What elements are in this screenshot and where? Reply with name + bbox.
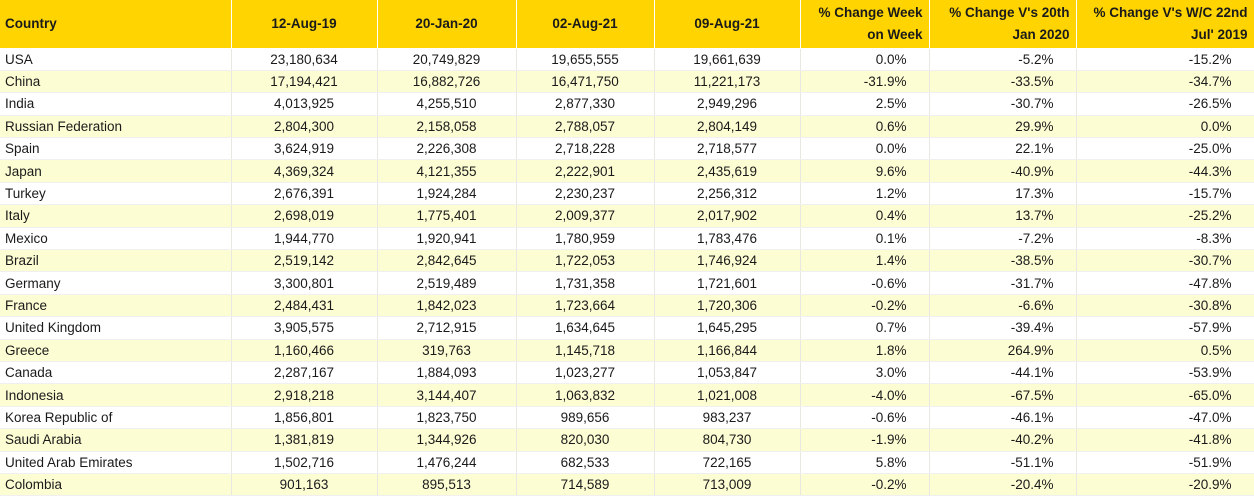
table-row: [0, 138, 1254, 160]
value-cell-12-aug-19: 1,502,716: [231, 451, 377, 473]
value-cell-20-jan-20: 2,842,645: [377, 250, 516, 272]
pct-cell-vs-jan-2020: 29.9%: [929, 115, 1076, 137]
table-row: [0, 160, 1254, 182]
country-cell: United Kingdom: [0, 317, 231, 339]
country-cell: Korea Republic of: [0, 406, 231, 428]
table-row: [0, 205, 1254, 227]
value-cell-09-aug-21: 2,256,312: [654, 182, 800, 204]
table-row: [0, 384, 1254, 406]
value-cell-09-aug-21: 1,746,924: [654, 250, 800, 272]
value-cell-12-aug-19: 901,163: [231, 473, 377, 495]
value-cell-09-aug-21: 1,720,306: [654, 294, 800, 316]
value-cell-09-aug-21: 983,237: [654, 406, 800, 428]
pct-cell-week-on-week: -31.9%: [800, 70, 929, 92]
pct-cell-vs-jul-2019: 0.0%: [1076, 115, 1254, 137]
table-row: [0, 250, 1254, 272]
value-cell-02-aug-21: 2,222,901: [516, 160, 654, 182]
pct-cell-vs-jan-2020: -40.2%: [929, 429, 1076, 451]
pct-cell-vs-jan-2020: -30.7%: [929, 93, 1076, 115]
value-cell-09-aug-21: 2,804,149: [654, 115, 800, 137]
table-row: [0, 93, 1254, 115]
country-cell: India: [0, 93, 231, 115]
value-cell-12-aug-19: 3,624,919: [231, 138, 377, 160]
pct-cell-week-on-week: 3.0%: [800, 361, 929, 383]
pct-cell-week-on-week: -0.6%: [800, 406, 929, 428]
table-row: [0, 272, 1254, 294]
table-row: [0, 451, 1254, 473]
value-cell-09-aug-21: 804,730: [654, 429, 800, 451]
country-cell: Brazil: [0, 250, 231, 272]
pct-cell-vs-jan-2020: -38.5%: [929, 250, 1076, 272]
value-cell-12-aug-19: 1,160,466: [231, 339, 377, 361]
value-cell-02-aug-21: 2,788,057: [516, 115, 654, 137]
country-cell: Germany: [0, 272, 231, 294]
pct-cell-vs-jan-2020: -51.1%: [929, 451, 1076, 473]
value-cell-20-jan-20: 2,712,915: [377, 317, 516, 339]
pct-cell-week-on-week: 0.0%: [800, 138, 929, 160]
value-cell-20-jan-20: 2,519,489: [377, 272, 516, 294]
value-cell-02-aug-21: 1,723,664: [516, 294, 654, 316]
column-header-change-week-on-week: % Change Week on Week: [800, 0, 929, 48]
value-cell-09-aug-21: 2,718,577: [654, 138, 800, 160]
column-header-country: Country: [0, 0, 231, 48]
table-row: [0, 406, 1254, 428]
pct-cell-vs-jul-2019: -20.9%: [1076, 473, 1254, 495]
country-cell: Spain: [0, 138, 231, 160]
pct-cell-week-on-week: 0.4%: [800, 205, 929, 227]
value-cell-12-aug-19: 4,013,925: [231, 93, 377, 115]
value-cell-02-aug-21: 1,780,959: [516, 227, 654, 249]
value-cell-02-aug-21: 1,023,277: [516, 361, 654, 383]
pct-cell-week-on-week: 1.4%: [800, 250, 929, 272]
value-cell-20-jan-20: 4,255,510: [377, 93, 516, 115]
value-cell-12-aug-19: 17,194,421: [231, 70, 377, 92]
pct-cell-week-on-week: 1.8%: [800, 339, 929, 361]
country-cell: Colombia: [0, 473, 231, 495]
pct-cell-vs-jul-2019: -15.7%: [1076, 182, 1254, 204]
pct-cell-vs-jul-2019: -25.2%: [1076, 205, 1254, 227]
value-cell-02-aug-21: 2,718,228: [516, 138, 654, 160]
value-cell-09-aug-21: 2,949,296: [654, 93, 800, 115]
value-cell-09-aug-21: 11,221,173: [654, 70, 800, 92]
value-cell-12-aug-19: 2,676,391: [231, 182, 377, 204]
value-cell-02-aug-21: 820,030: [516, 429, 654, 451]
value-cell-09-aug-21: 2,017,902: [654, 205, 800, 227]
value-cell-12-aug-19: 4,369,324: [231, 160, 377, 182]
table-row: [0, 182, 1254, 204]
pct-cell-vs-jan-2020: -46.1%: [929, 406, 1076, 428]
value-cell-20-jan-20: 895,513: [377, 473, 516, 495]
value-cell-09-aug-21: 1,645,295: [654, 317, 800, 339]
value-cell-09-aug-21: 1,021,008: [654, 384, 800, 406]
value-cell-02-aug-21: 19,655,555: [516, 48, 654, 70]
pct-cell-vs-jan-2020: -39.4%: [929, 317, 1076, 339]
column-header-12-aug-19: 12-Aug-19: [231, 0, 377, 48]
country-cell: Turkey: [0, 182, 231, 204]
value-cell-09-aug-21: 1,783,476: [654, 227, 800, 249]
value-cell-20-jan-20: 1,842,023: [377, 294, 516, 316]
value-cell-12-aug-19: 1,944,770: [231, 227, 377, 249]
value-cell-20-jan-20: 2,158,058: [377, 115, 516, 137]
table-row: [0, 48, 1254, 70]
column-header-20-jan-20: 20-Jan-20: [377, 0, 516, 48]
country-cell: United Arab Emirates: [0, 451, 231, 473]
value-cell-20-jan-20: 16,882,726: [377, 70, 516, 92]
pct-cell-week-on-week: 2.5%: [800, 93, 929, 115]
table-body: [0, 48, 1254, 496]
value-cell-02-aug-21: 1,634,645: [516, 317, 654, 339]
value-cell-12-aug-19: 2,484,431: [231, 294, 377, 316]
country-cell: Mexico: [0, 227, 231, 249]
pct-cell-vs-jul-2019: -65.0%: [1076, 384, 1254, 406]
pct-cell-week-on-week: 0.7%: [800, 317, 929, 339]
value-cell-12-aug-19: 2,804,300: [231, 115, 377, 137]
value-cell-20-jan-20: 3,144,407: [377, 384, 516, 406]
pct-cell-week-on-week: 0.6%: [800, 115, 929, 137]
value-cell-02-aug-21: 714,589: [516, 473, 654, 495]
value-cell-12-aug-19: 2,287,167: [231, 361, 377, 383]
pct-cell-vs-jan-2020: -5.2%: [929, 48, 1076, 70]
pct-cell-week-on-week: 9.6%: [800, 160, 929, 182]
pct-cell-vs-jul-2019: -26.5%: [1076, 93, 1254, 115]
value-cell-20-jan-20: 1,476,244: [377, 451, 516, 473]
pct-cell-vs-jul-2019: -41.8%: [1076, 429, 1254, 451]
value-cell-20-jan-20: 20,749,829: [377, 48, 516, 70]
table-row: [0, 429, 1254, 451]
value-cell-12-aug-19: 23,180,634: [231, 48, 377, 70]
table-row: [0, 317, 1254, 339]
pct-cell-vs-jan-2020: -67.5%: [929, 384, 1076, 406]
table-row: [0, 70, 1254, 92]
column-header-02-aug-21: 02-Aug-21: [516, 0, 654, 48]
pct-cell-vs-jul-2019: -57.9%: [1076, 317, 1254, 339]
pct-cell-vs-jan-2020: 22.1%: [929, 138, 1076, 160]
country-cell: Japan: [0, 160, 231, 182]
country-cell: Canada: [0, 361, 231, 383]
value-cell-09-aug-21: 722,165: [654, 451, 800, 473]
value-cell-12-aug-19: 2,918,218: [231, 384, 377, 406]
pct-cell-week-on-week: 1.2%: [800, 182, 929, 204]
value-cell-20-jan-20: 4,121,355: [377, 160, 516, 182]
pct-cell-vs-jul-2019: -30.8%: [1076, 294, 1254, 316]
pct-cell-week-on-week: 0.0%: [800, 48, 929, 70]
value-cell-09-aug-21: 19,661,639: [654, 48, 800, 70]
value-cell-09-aug-21: 1,053,847: [654, 361, 800, 383]
table-row: [0, 294, 1254, 316]
country-cell: France: [0, 294, 231, 316]
table-row: [0, 115, 1254, 137]
table-header: [0, 0, 1254, 48]
value-cell-12-aug-19: 2,698,019: [231, 205, 377, 227]
pct-cell-vs-jan-2020: 17.3%: [929, 182, 1076, 204]
pct-cell-vs-jan-2020: -7.2%: [929, 227, 1076, 249]
value-cell-02-aug-21: 2,877,330: [516, 93, 654, 115]
pct-cell-vs-jul-2019: -30.7%: [1076, 250, 1254, 272]
value-cell-02-aug-21: 16,471,750: [516, 70, 654, 92]
value-cell-02-aug-21: 1,063,832: [516, 384, 654, 406]
pct-cell-vs-jul-2019: -15.2%: [1076, 48, 1254, 70]
value-cell-20-jan-20: 319,763: [377, 339, 516, 361]
country-cell: Saudi Arabia: [0, 429, 231, 451]
pct-cell-vs-jan-2020: -20.4%: [929, 473, 1076, 495]
table-row: [0, 339, 1254, 361]
pct-cell-vs-jan-2020: 13.7%: [929, 205, 1076, 227]
value-cell-20-jan-20: 1,884,093: [377, 361, 516, 383]
pct-cell-week-on-week: -0.2%: [800, 294, 929, 316]
country-cell: China: [0, 70, 231, 92]
value-cell-12-aug-19: 3,905,575: [231, 317, 377, 339]
value-cell-02-aug-21: 2,009,377: [516, 205, 654, 227]
country-cell: Greece: [0, 339, 231, 361]
value-cell-12-aug-19: 1,381,819: [231, 429, 377, 451]
value-cell-20-jan-20: 1,344,926: [377, 429, 516, 451]
value-cell-02-aug-21: 682,533: [516, 451, 654, 473]
pct-cell-week-on-week: -1.9%: [800, 429, 929, 451]
column-header-change-vs-jul-2019: % Change V's W/C 22nd Jul' 2019: [1076, 0, 1254, 48]
value-cell-20-jan-20: 1,924,284: [377, 182, 516, 204]
value-cell-02-aug-21: 1,722,053: [516, 250, 654, 272]
pct-cell-vs-jul-2019: 0.5%: [1076, 339, 1254, 361]
country-cell: Italy: [0, 205, 231, 227]
value-cell-20-jan-20: 1,775,401: [377, 205, 516, 227]
value-cell-02-aug-21: 1,731,358: [516, 272, 654, 294]
value-cell-20-jan-20: 1,823,750: [377, 406, 516, 428]
value-cell-12-aug-19: 2,519,142: [231, 250, 377, 272]
table-row: [0, 473, 1254, 495]
pct-cell-vs-jan-2020: 264.9%: [929, 339, 1076, 361]
pct-cell-vs-jan-2020: -44.1%: [929, 361, 1076, 383]
pct-cell-vs-jul-2019: -47.8%: [1076, 272, 1254, 294]
pct-cell-vs-jul-2019: -47.0%: [1076, 406, 1254, 428]
pct-cell-week-on-week: 0.1%: [800, 227, 929, 249]
pct-cell-vs-jan-2020: -40.9%: [929, 160, 1076, 182]
value-cell-09-aug-21: 1,166,844: [654, 339, 800, 361]
column-header-09-aug-21: 09-Aug-21: [654, 0, 800, 48]
pct-cell-vs-jul-2019: -51.9%: [1076, 451, 1254, 473]
value-cell-02-aug-21: 1,145,718: [516, 339, 654, 361]
pct-cell-vs-jul-2019: -44.3%: [1076, 160, 1254, 182]
country-cell: Indonesia: [0, 384, 231, 406]
value-cell-09-aug-21: 713,009: [654, 473, 800, 495]
pct-cell-week-on-week: -0.6%: [800, 272, 929, 294]
value-cell-12-aug-19: 3,300,801: [231, 272, 377, 294]
pct-cell-vs-jul-2019: -25.0%: [1076, 138, 1254, 160]
value-cell-02-aug-21: 989,656: [516, 406, 654, 428]
value-cell-09-aug-21: 1,721,601: [654, 272, 800, 294]
pct-cell-vs-jan-2020: -31.7%: [929, 272, 1076, 294]
column-header-change-vs-jan-2020: % Change V's 20th Jan 2020: [929, 0, 1076, 48]
pct-cell-vs-jul-2019: -53.9%: [1076, 361, 1254, 383]
value-cell-20-jan-20: 2,226,308: [377, 138, 516, 160]
header-row: [0, 0, 1254, 48]
table-row: [0, 227, 1254, 249]
value-cell-09-aug-21: 2,435,619: [654, 160, 800, 182]
pct-cell-vs-jan-2020: -6.6%: [929, 294, 1076, 316]
pct-cell-week-on-week: -4.0%: [800, 384, 929, 406]
table-row: [0, 361, 1254, 383]
pct-cell-vs-jul-2019: -8.3%: [1076, 227, 1254, 249]
country-cell: USA: [0, 48, 231, 70]
pct-cell-week-on-week: 5.8%: [800, 451, 929, 473]
pct-cell-week-on-week: -0.2%: [800, 473, 929, 495]
value-cell-12-aug-19: 1,856,801: [231, 406, 377, 428]
pct-cell-vs-jul-2019: -34.7%: [1076, 70, 1254, 92]
value-cell-20-jan-20: 1,920,941: [377, 227, 516, 249]
pct-cell-vs-jan-2020: -33.5%: [929, 70, 1076, 92]
value-cell-02-aug-21: 2,230,237: [516, 182, 654, 204]
country-cell: Russian Federation: [0, 115, 231, 137]
